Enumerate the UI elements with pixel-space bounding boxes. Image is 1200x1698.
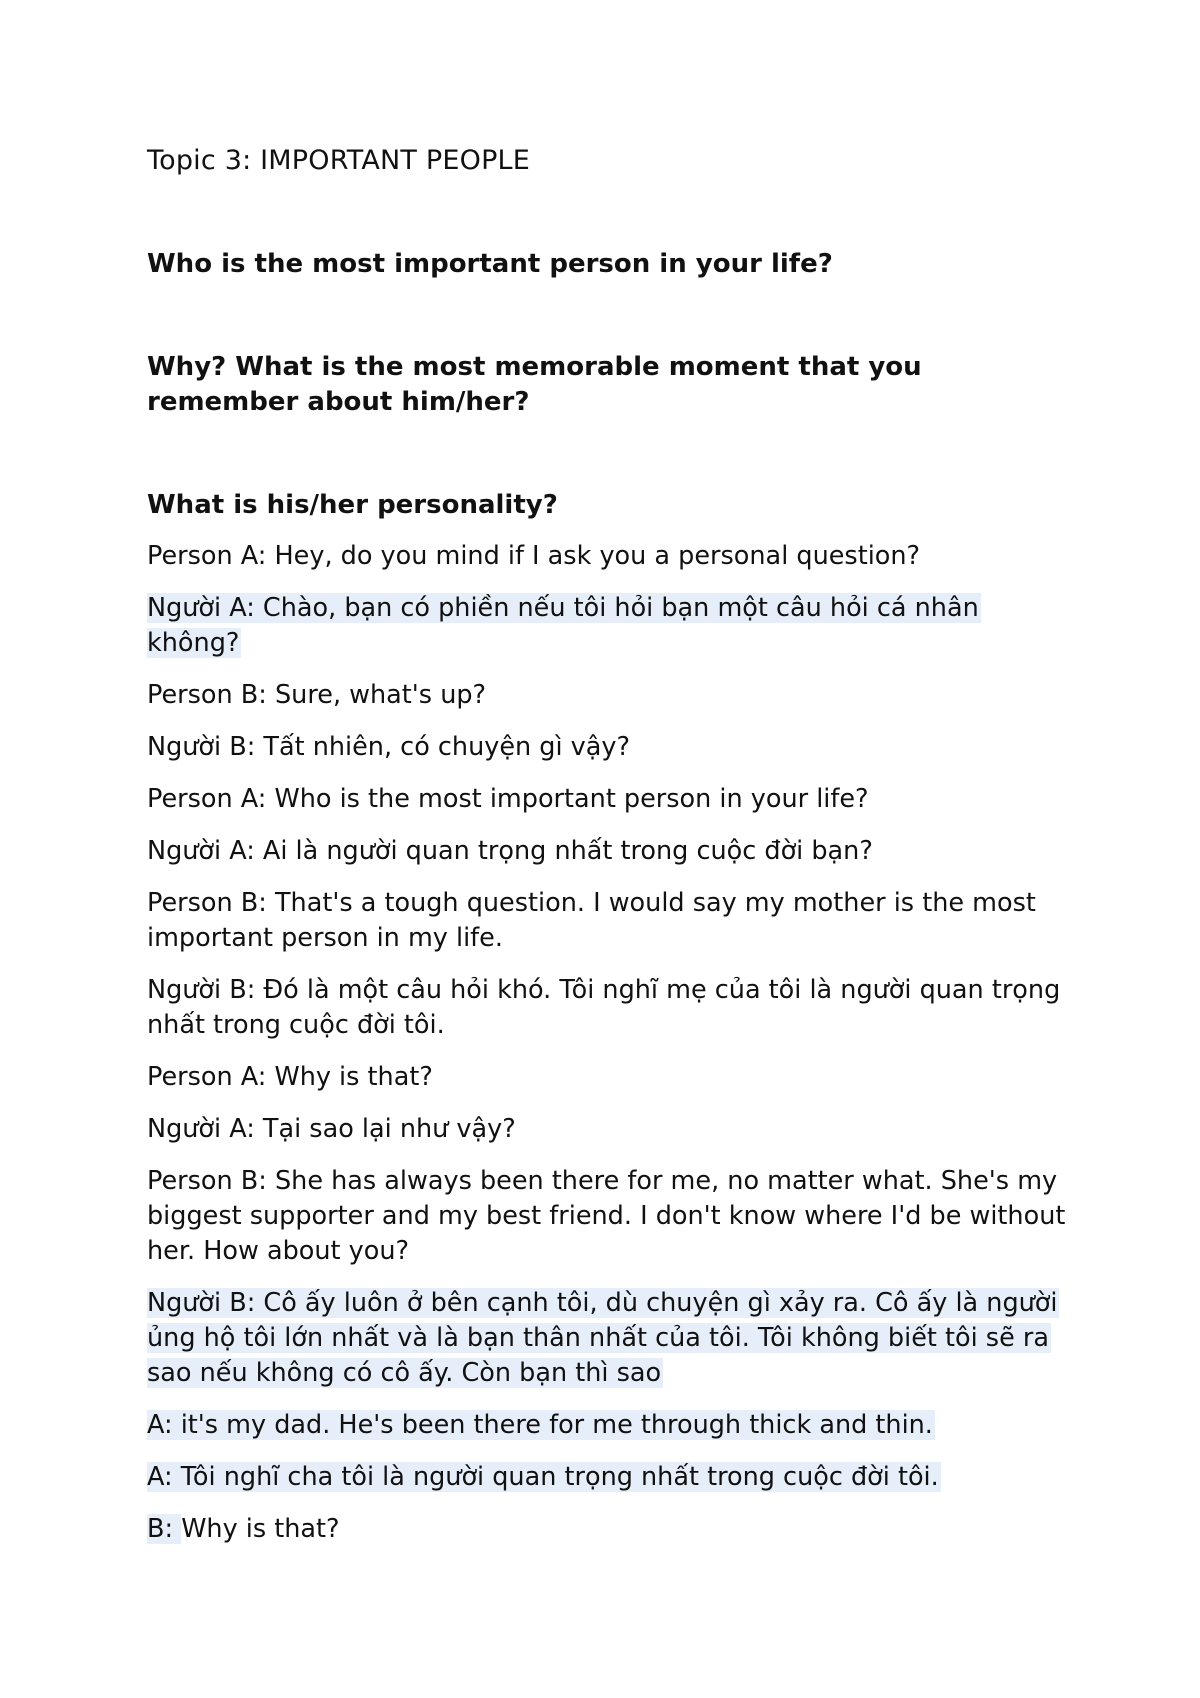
question-2: Why? What is the most memorable moment that you remember about him/her?: [147, 352, 922, 417]
dialogue-line-highlighted: Người B: Cô ấy luôn ở bên cạnh tôi, dù chuyện gì xảy ra. Cô ấy là người ủng hộ tôi lớn nhất và là bạn thân nhất của tôi. Tôi không biết tôi sẽ ra sao nếu không có cô ấy. Còn bạn thì sao: [147, 1288, 1058, 1388]
dialogue-line: Người A: Tại sao lại như vậy?: [147, 1114, 516, 1144]
dialogue-line: Person B: She has always been there for me, no matter what. She's my biggest supporter and my best friend. I don't know where I'd be without her. How about you?: [147, 1166, 1066, 1266]
dialogue-line-highlighted: Người A: Chào, bạn có phiền nếu tôi hỏi bạn một câu hỏi cá nhân không?: [147, 593, 979, 658]
question-3: What is his/her personality?: [147, 490, 558, 520]
dialogue-line: Person A: Hey, do you mind if I ask you a personal question?: [147, 541, 921, 571]
dialogue-line-highlighted: A: it's my dad. He's been there for me through thick and thin.: [147, 1410, 933, 1440]
dialogue-line-highlighted: A: Tôi nghĩ cha tôi là người quan trọng nhất trong cuộc đời tôi.: [147, 1462, 939, 1492]
dialogue-line: Person A: Who is the most important person in your life?: [147, 784, 869, 814]
dialogue-line: Người B: Tất nhiên, có chuyện gì vậy?: [147, 732, 631, 762]
dialogue: [147, 539, 1077, 1547]
dialogue-line: Person B: That's a tough question. I would say my mother is the most important person in my life.: [147, 888, 1036, 953]
dialogue-line: Người B: Đó là một câu hỏi khó. Tôi nghĩ mẹ của tôi là người quan trọng nhất trong cuộc đời tôi.: [147, 975, 1061, 1040]
question-1: Who is the most important person in your life?: [147, 249, 833, 279]
dialogue-line: Person A: Why is that?: [147, 1062, 433, 1092]
topic-title: Topic 3: IMPORTANT PEOPLE: [147, 145, 531, 176]
document-content: [147, 143, 1077, 1564]
dialogue-line: Người A: Ai là người quan trọng nhất trong cuộc đời bạn?: [147, 836, 873, 866]
dialogue-line: Person B: Sure, what's up?: [147, 680, 487, 710]
dialogue-line-partial-highlight: B: Why is that?: [147, 1514, 340, 1544]
